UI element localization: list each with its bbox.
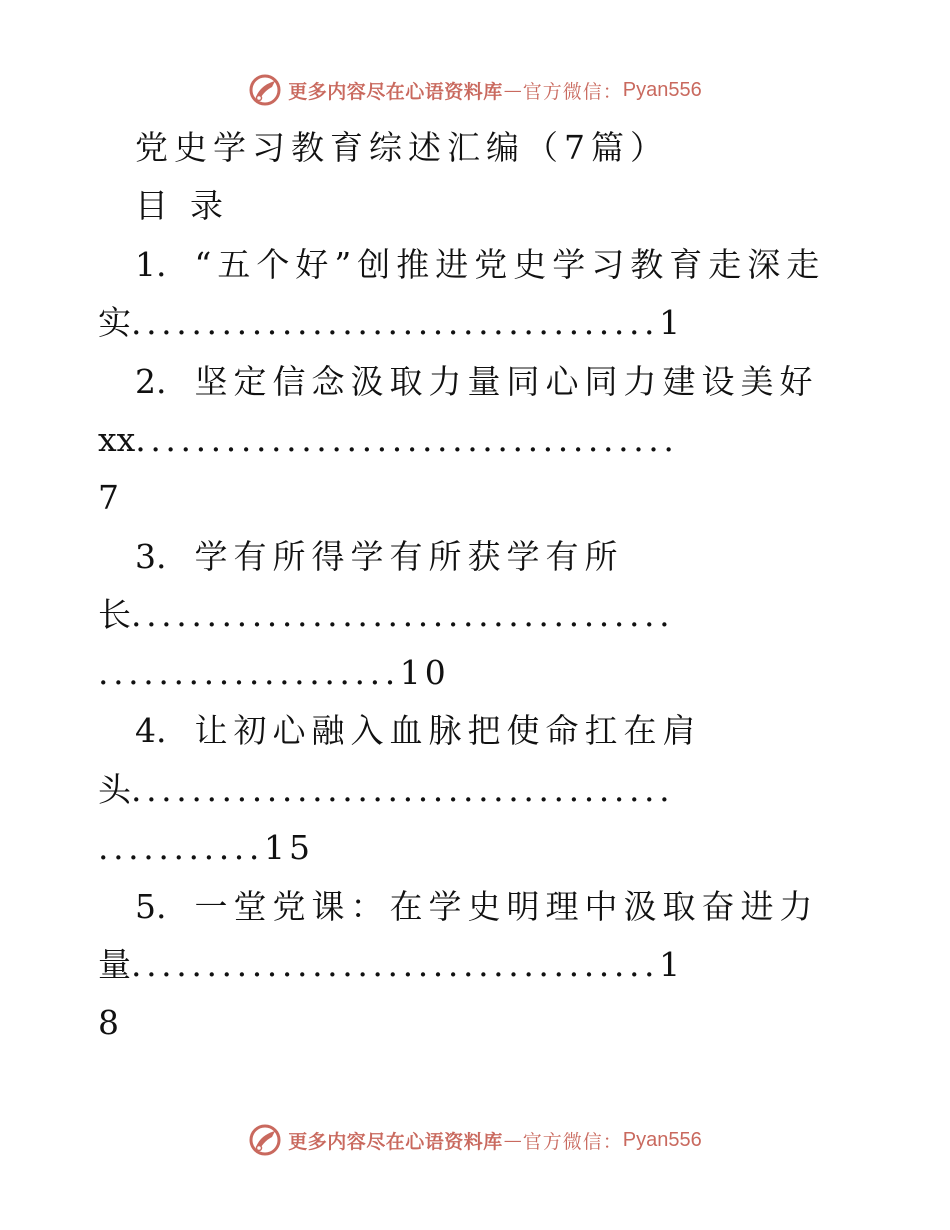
watermark-brand-text: 更多内容尽在心语资料库 [288,1130,503,1153]
toc-heading: 目录 [135,186,245,225]
toc-item-tail: 长 [98,595,131,634]
toc-item-number: 1. [135,245,167,284]
document-title: 党史学习教育综述汇编（7篇） [135,128,669,167]
watermark-separator: — [503,79,522,101]
watermark-separator: — [503,1129,522,1151]
toc-leader-dots: ................................... [131,303,660,342]
toc-leader-dots: ........... [98,828,264,867]
toc-item-page: 1 [659,945,685,984]
toc-item-4-leader[interactable] [98,770,674,810]
toc-item-5[interactable] [135,887,819,927]
toc-item-4[interactable] [135,711,702,751]
pen-logo-icon [248,1123,282,1157]
toc-item-tail: 实 [98,303,131,342]
toc-leader-dots: .................................... [131,770,675,809]
toc-item-page: 7 [98,478,123,517]
toc-item-number: 2. [135,362,167,401]
watermark-contact-label: 官方微信： [522,80,623,103]
toc-item-2-page-line [98,478,123,518]
watermark-brand-text: 更多内容尽在心语资料库 [288,80,503,103]
toc-item-title: 一堂党课：在学史明理中汲取奋进力 [194,887,819,926]
toc-item-page: 15 [264,828,314,867]
toc-item-5-page-line [98,1003,123,1043]
toc-item-2[interactable] [135,362,819,402]
toc-leader-dots: .................... [98,653,400,692]
toc-item-tail: xx [98,420,136,459]
watermark-contact-label: 官方微信： [522,1130,623,1153]
toc-item-number: 3. [135,537,167,576]
toc-item-3[interactable] [135,537,624,577]
toc-item-number: 5. [135,887,167,926]
toc-item-page-continued: 8 [98,1003,123,1042]
watermark-contact-handle: Pyan556 [622,1128,702,1151]
toc-leader-dots: .................................... [135,420,679,459]
watermark-banner-bottom [0,1120,950,1160]
toc-item-4-page-line [98,828,314,868]
toc-item-title: 坚定信念汲取力量同心同力建设美好 [194,362,819,401]
toc-item-title: 让初心融入血脉把使命扛在肩 [194,711,702,750]
toc-item-title: “五个好”创推进党史学习教育走深走 [194,245,826,284]
toc-item-page: 1 [659,303,685,342]
watermark-banner-top [0,70,950,110]
toc-item-1-leader[interactable] [98,303,684,343]
toc-item-1[interactable] [135,245,825,285]
toc-leader-dots: ................................... [131,945,660,984]
toc-leader-dots: .................................... [131,595,675,634]
pen-logo-icon [248,73,282,107]
toc-item-number: 4. [135,711,167,750]
toc-item-tail: 头 [98,770,131,809]
toc-item-5-leader[interactable] [98,945,684,985]
toc-item-3-leader[interactable] [98,595,674,635]
toc-item-title: 学有所得学有所获学有所 [194,537,624,576]
toc-item-3-page-line [98,653,450,693]
watermark-contact-handle: Pyan556 [622,78,702,101]
toc-item-tail: 量 [98,945,131,984]
toc-item-2-leader[interactable] [98,420,678,460]
toc-item-page: 10 [399,653,450,692]
